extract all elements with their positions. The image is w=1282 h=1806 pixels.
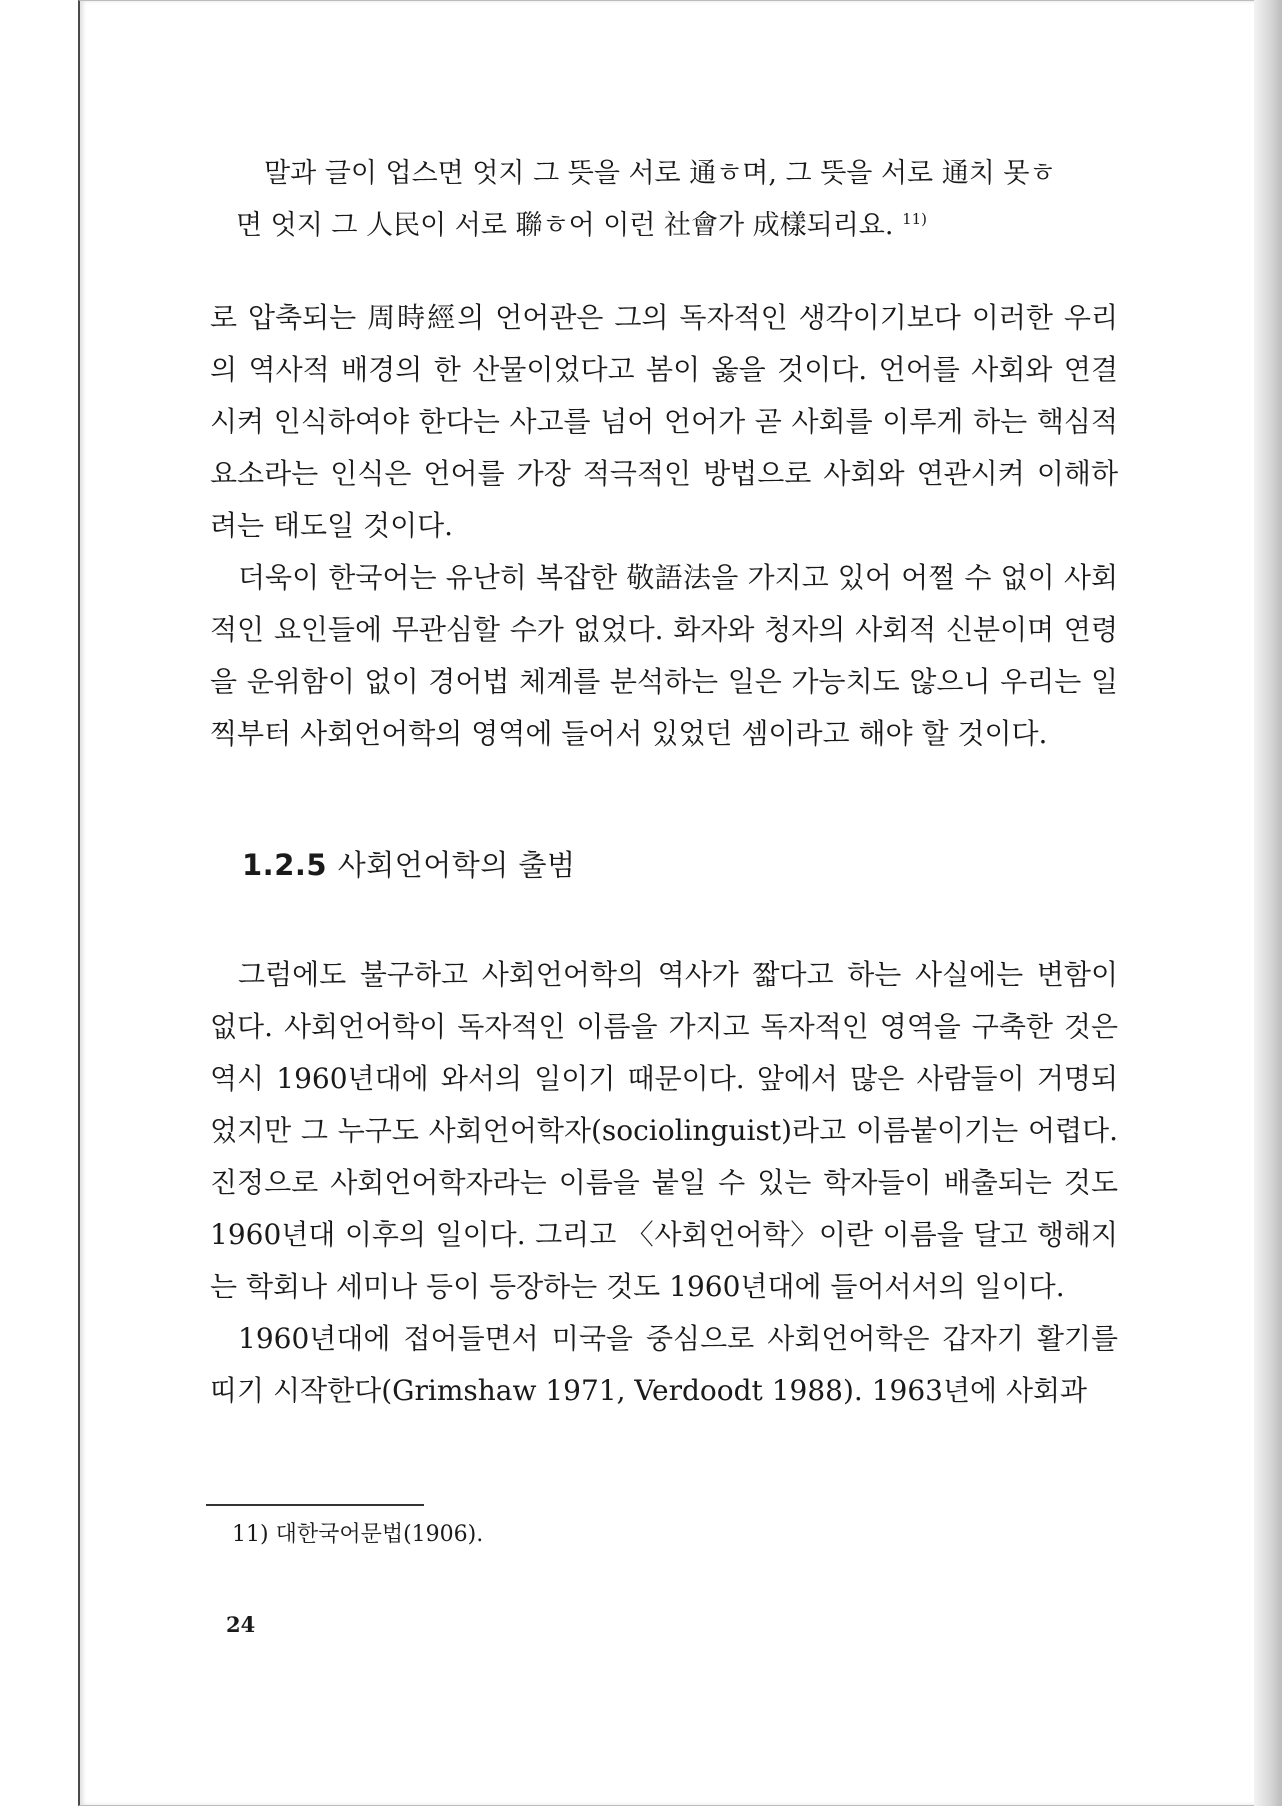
body-text-bottom <box>210 949 1118 1417</box>
paragraph-2: 더욱이 한국어는 유난히 복잡한 敬語法을 가지고 있어 어쩔 수 없이 사회적인 요인들에 무관심할 수가 없었다. 화자와 청자의 사회적 신분이며 연령을 운위함이 없이 경어법 체계를 분석하는 일은 가능치도 않으니 우리는 일찍부터 사회언어학의 영역에 들어서 있었던 셈이라고 해야 할 것이다. <box>210 561 1118 750</box>
quote-line-2-text: 면 엇지 그 人民이 서로 聯ㅎ어 이런 社會가 成樣되리요. <box>236 210 894 241</box>
section-heading <box>242 843 576 884</box>
paragraph-1: 로 압축되는 周時經의 언어관은 그의 독자적인 생각이기보다 이러한 우리의 역사적 배경의 한 산물이었다고 봄이 옳을 것이다. 언어를 사회와 연결시켜 인식하여야 한다는 사고를 넘어 언어가 곧 사회를 이루게 하는 핵심적 요소라는 인식은 언어를 가장 적극적인 방법으로 사회와 연관시켜 이해하려는 태도일 것이다. <box>210 301 1118 542</box>
quote-line-2 <box>210 200 1118 252</box>
page-edge-shadow <box>1254 0 1282 1806</box>
page-number: 24 <box>226 1612 256 1637</box>
body-text-top <box>210 292 1118 760</box>
paragraph-4: 1960년대에 접어들면서 미국을 중심으로 사회언어학은 갑자기 활기를 띠기 시작한다(Grimshaw 1971, Verdoodt 1988). 1963년에 사회과 <box>210 1322 1118 1407</box>
footnote-divider <box>206 1504 424 1506</box>
quote-line-1: 말과 글이 업스면 엇지 그 뜻을 서로 通ㅎ며, 그 뜻을 서로 通치 못ㅎ <box>264 158 1056 189</box>
footnote: 11) 대한국어문법(1906). <box>232 1522 484 1547</box>
block-quote <box>210 148 1118 252</box>
section-title: 사회언어학의 출범 <box>337 848 576 882</box>
section-number: 1.2.5 <box>242 848 328 882</box>
footnote-reference: 11) <box>902 210 928 228</box>
paragraph-3: 그럼에도 불구하고 사회언어학의 역사가 짧다고 하는 사실에는 변함이 없다. 사회언어학이 독자적인 이름을 가지고 독자적인 영역을 구축한 것은 역시 1960년대에 와서의 일이기 때문이다. 앞에서 많은 사람들이 거명되었지만 그 누구도 사회언어학자(sociolinguist)라고 이름붙이기는 어렵다. 진정으로 사회언어학자라는 이름을 붙일 수 있는 학자들이 배출되는 것도 1960년대 이후의 일이다. 그리고 〈사회언어학〉이란 이름을 달고 행해지는 학회나 세미나 등이 등장하는 것도 1960년대에 들어서서의 일이다. <box>210 958 1118 1303</box>
